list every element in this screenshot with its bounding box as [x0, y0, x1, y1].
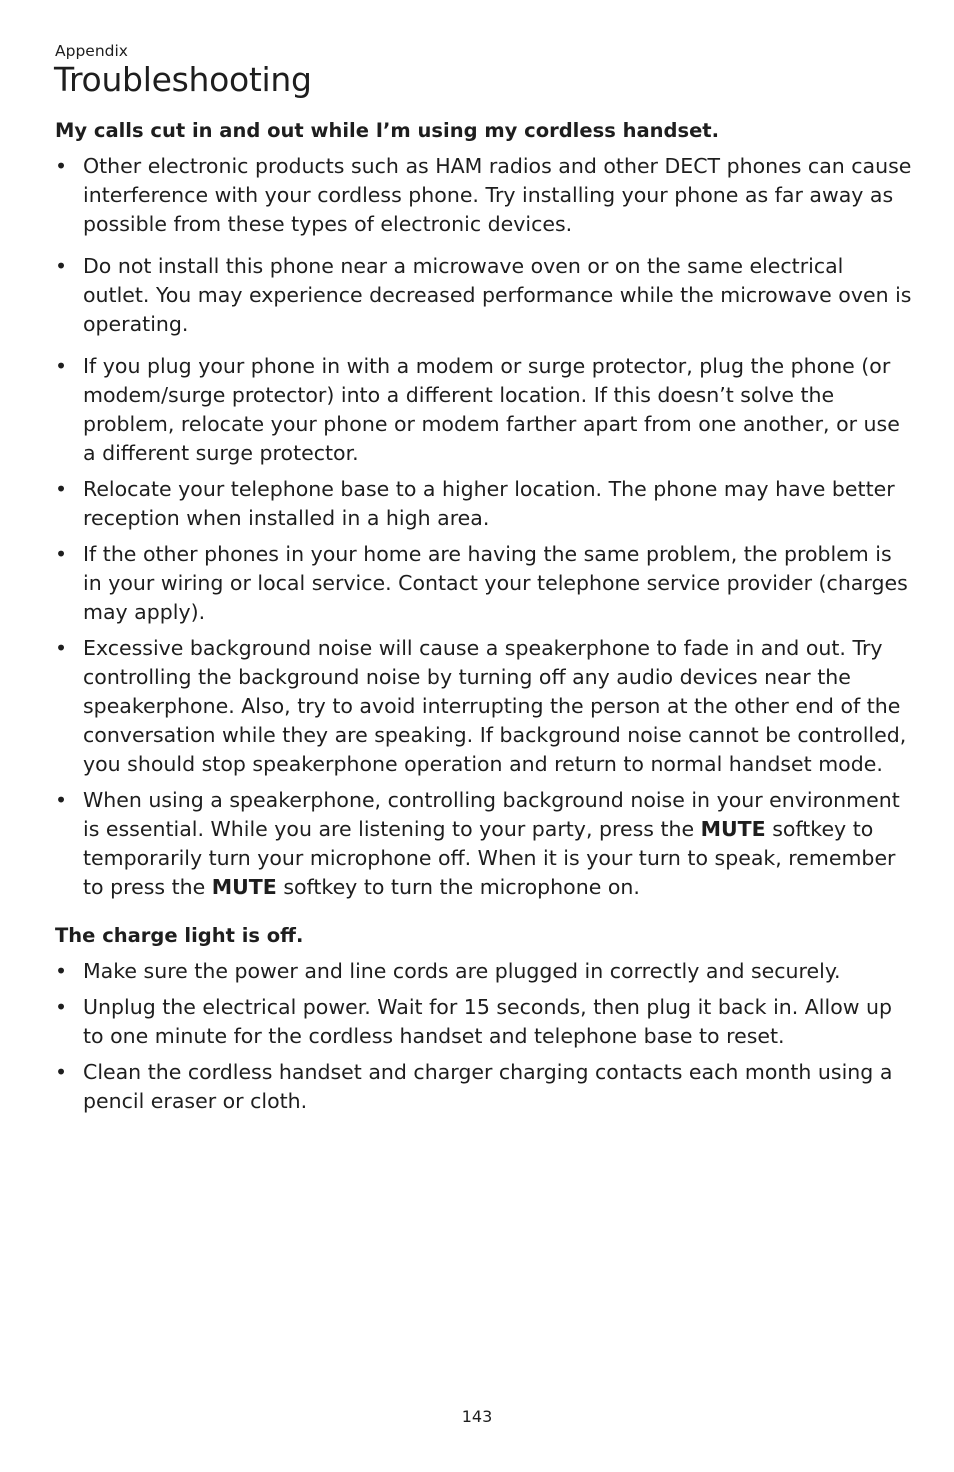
list-item — [55, 540, 915, 627]
list-item — [55, 475, 915, 533]
mute-text-part2: softkey to temporarily turn your microphone off. When it is your turn to speak, remember to press the — [83, 817, 896, 899]
list-item — [55, 252, 915, 339]
list-item-text — [83, 788, 900, 899]
list-item-text: If the other phones in your home are having the same problem, the problem is in your wiring or local service. Contact your telephone service provider (charges may apply). — [83, 542, 908, 624]
section-label: Appendix — [55, 42, 128, 60]
bullet-dot-icon: • — [55, 354, 68, 378]
mute-key-label: MUTE — [700, 817, 766, 841]
page-content — [55, 116, 915, 1116]
mute-text-part3: softkey to turn the microphone on. — [276, 875, 640, 899]
list-item-text: Other electronic products such as HAM radios and other DECT phones can cause interference with your cordless phone. Try installing your phone as far away as possible from these types of electronic devices. — [83, 154, 912, 236]
problem-heading-charge-light: The charge light is off. — [55, 924, 304, 947]
mute-key-label: MUTE — [211, 875, 277, 899]
list-item-text: Excessive background noise will cause a speakerphone to fade in and out. Try controlling the background noise by turning off any audio devices near the speakerphone. Also, try to avoid interrupting the person at the other end of the conversation while they are speaking. If background noise cannot be controlled, you should stop speakerphone operation and return to normal handset mode. — [83, 636, 907, 776]
page-title: Troubleshooting — [54, 60, 312, 99]
list-item-text: Do not install this phone near a microwave oven or on the same electrical outlet. You may experience decreased performance while the microwave oven is operating. — [83, 254, 912, 336]
bullet-dot-icon: • — [55, 636, 68, 660]
page-number: 143 — [461, 1407, 493, 1426]
problem-list-calls-cut — [55, 152, 915, 902]
list-item-text: Relocate your telephone base to a higher location. The phone may have better reception when installed in a high area. — [83, 477, 895, 530]
list-item-text: Clean the cordless handset and charger charging contacts each month using a pencil eraser or cloth. — [83, 1060, 893, 1113]
bullet-dot-icon: • — [55, 788, 68, 812]
bullet-dot-icon: • — [55, 254, 68, 278]
list-item — [55, 786, 915, 902]
mute-text-part1: When using a speakerphone, controlling background noise in your environment is essential. While you are listening to your party, press the — [83, 788, 900, 841]
list-item — [55, 634, 915, 779]
list-item — [55, 1058, 915, 1116]
list-item — [55, 352, 915, 468]
list-item — [55, 152, 915, 239]
bullet-dot-icon: • — [55, 154, 68, 178]
problem-list-charge-light — [55, 957, 915, 1116]
bullet-dot-icon: • — [55, 542, 68, 566]
bullet-dot-icon: • — [55, 995, 68, 1019]
list-item — [55, 993, 915, 1051]
list-item — [55, 957, 915, 986]
bullet-dot-icon: • — [55, 477, 68, 501]
bullet-dot-icon: • — [55, 959, 68, 983]
list-item-text: Make sure the power and line cords are plugged in correctly and securely. — [83, 959, 841, 983]
list-item-text: If you plug your phone in with a modem or surge protector, plug the phone (or modem/surge protector) into a different location. If this doesn’t solve the problem, relocate your phone or modem farther apart from one another, or use a different surge protector. — [83, 354, 900, 465]
problem-heading-calls-cut: My calls cut in and out while I’m using my cordless handset. — [55, 119, 720, 142]
bullet-dot-icon: • — [55, 1060, 68, 1084]
list-item-text: Unplug the electrical power. Wait for 15 seconds, then plug it back in. Allow up to one minute for the cordless handset and telephone base to reset. — [83, 995, 893, 1048]
